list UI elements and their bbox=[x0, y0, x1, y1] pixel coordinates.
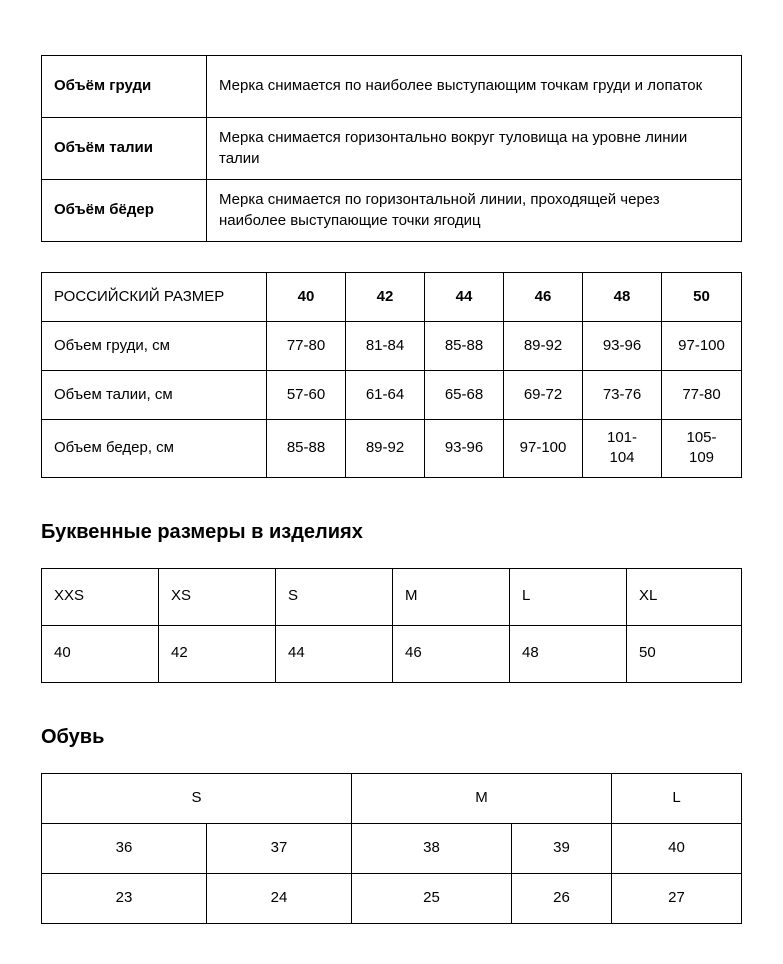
table-row bbox=[42, 371, 742, 420]
size-table-title: РОССИЙСКИЙ РАЗМЕР bbox=[42, 273, 267, 322]
table-row bbox=[42, 823, 742, 873]
letter-size-cell: S bbox=[276, 568, 393, 625]
letter-size-cell: XS bbox=[159, 568, 276, 625]
letter-sizes-heading: Буквенные размеры в изделиях bbox=[41, 520, 363, 543]
measurement-description: Мерка снимается горизонтально вокруг туловища на уровне линии талии bbox=[207, 118, 742, 180]
size-value-cell: 61-64 bbox=[346, 371, 425, 420]
numeric-size-cell: 48 bbox=[510, 625, 627, 682]
measurements-table bbox=[41, 55, 742, 242]
shoe-eu-size-cell: 40 bbox=[612, 823, 742, 873]
shoe-cm-size-cell: 27 bbox=[612, 873, 742, 923]
shoe-eu-size-cell: 37 bbox=[207, 823, 352, 873]
table-header-row bbox=[42, 273, 742, 322]
size-value-cell: 73-76 bbox=[583, 371, 662, 420]
size-value-cell: 57-60 bbox=[267, 371, 346, 420]
shoe-cm-size-cell: 24 bbox=[207, 873, 352, 923]
letter-size-cell: XL bbox=[627, 568, 742, 625]
size-value-cell: 97-100 bbox=[504, 420, 583, 478]
shoe-eu-size-cell: 38 bbox=[352, 823, 512, 873]
numeric-size-cell: 40 bbox=[42, 625, 159, 682]
size-header-cell: 42 bbox=[346, 273, 425, 322]
measurement-name: Объём груди bbox=[42, 56, 207, 118]
size-value-cell: 89-92 bbox=[504, 322, 583, 371]
russian-size-table bbox=[41, 272, 742, 478]
measurement-description: Мерка снимается по наиболее выступающим точкам груди и лопаток bbox=[207, 56, 742, 118]
size-value-cell: 101-104 bbox=[583, 420, 662, 478]
size-header-cell: 44 bbox=[425, 273, 504, 322]
shoe-group-cell: M bbox=[352, 773, 612, 823]
letter-size-cell: M bbox=[393, 568, 510, 625]
size-value-cell: 65-68 bbox=[425, 371, 504, 420]
size-value-cell: 77-80 bbox=[267, 322, 346, 371]
shoe-sizes-table bbox=[41, 773, 742, 924]
shoe-eu-size-cell: 36 bbox=[42, 823, 207, 873]
numeric-size-cell: 42 bbox=[159, 625, 276, 682]
shoe-cm-size-cell: 23 bbox=[42, 873, 207, 923]
size-value-cell: 69-72 bbox=[504, 371, 583, 420]
size-header-cell: 40 bbox=[267, 273, 346, 322]
table-header-row bbox=[42, 773, 742, 823]
table-row bbox=[42, 420, 742, 478]
shoe-eu-size-cell: 39 bbox=[512, 823, 612, 873]
numeric-size-cell: 44 bbox=[276, 625, 393, 682]
size-value-cell: 85-88 bbox=[425, 322, 504, 371]
measurement-description: Мерка снимается по горизонтальной линии, проходящей через наиболее выступающие точки ягодиц bbox=[207, 180, 742, 242]
size-header-cell: 48 bbox=[583, 273, 662, 322]
letter-size-cell: L bbox=[510, 568, 627, 625]
measurement-name: Объём талии bbox=[42, 118, 207, 180]
row-label: Объем груди, см bbox=[42, 322, 267, 371]
row-label: Объем бедер, см bbox=[42, 420, 267, 478]
size-value-cell: 85-88 bbox=[267, 420, 346, 478]
table-row bbox=[42, 180, 742, 242]
shoe-cm-size-cell: 26 bbox=[512, 873, 612, 923]
shoes-heading: Обувь bbox=[41, 725, 105, 748]
table-header-row bbox=[42, 568, 742, 625]
size-value-cell: 93-96 bbox=[425, 420, 504, 478]
letter-sizes-table bbox=[41, 568, 742, 683]
shoe-group-cell: S bbox=[42, 773, 352, 823]
table-row bbox=[42, 873, 742, 923]
shoe-group-cell: L bbox=[612, 773, 742, 823]
size-value-cell: 93-96 bbox=[583, 322, 662, 371]
table-row bbox=[42, 56, 742, 118]
size-value-cell: 97-100 bbox=[662, 322, 742, 371]
numeric-size-cell: 46 bbox=[393, 625, 510, 682]
numeric-size-cell: 50 bbox=[627, 625, 742, 682]
table-row bbox=[42, 118, 742, 180]
shoe-cm-size-cell: 25 bbox=[352, 873, 512, 923]
table-row bbox=[42, 322, 742, 371]
size-header-cell: 50 bbox=[662, 273, 742, 322]
row-label: Объем талии, см bbox=[42, 371, 267, 420]
size-value-cell: 81-84 bbox=[346, 322, 425, 371]
measurement-name: Объём бёдер bbox=[42, 180, 207, 242]
size-value-cell: 89-92 bbox=[346, 420, 425, 478]
letter-size-cell: XXS bbox=[42, 568, 159, 625]
table-row bbox=[42, 625, 742, 682]
size-value-cell: 105-109 bbox=[662, 420, 742, 478]
size-value-cell: 77-80 bbox=[662, 371, 742, 420]
size-header-cell: 46 bbox=[504, 273, 583, 322]
